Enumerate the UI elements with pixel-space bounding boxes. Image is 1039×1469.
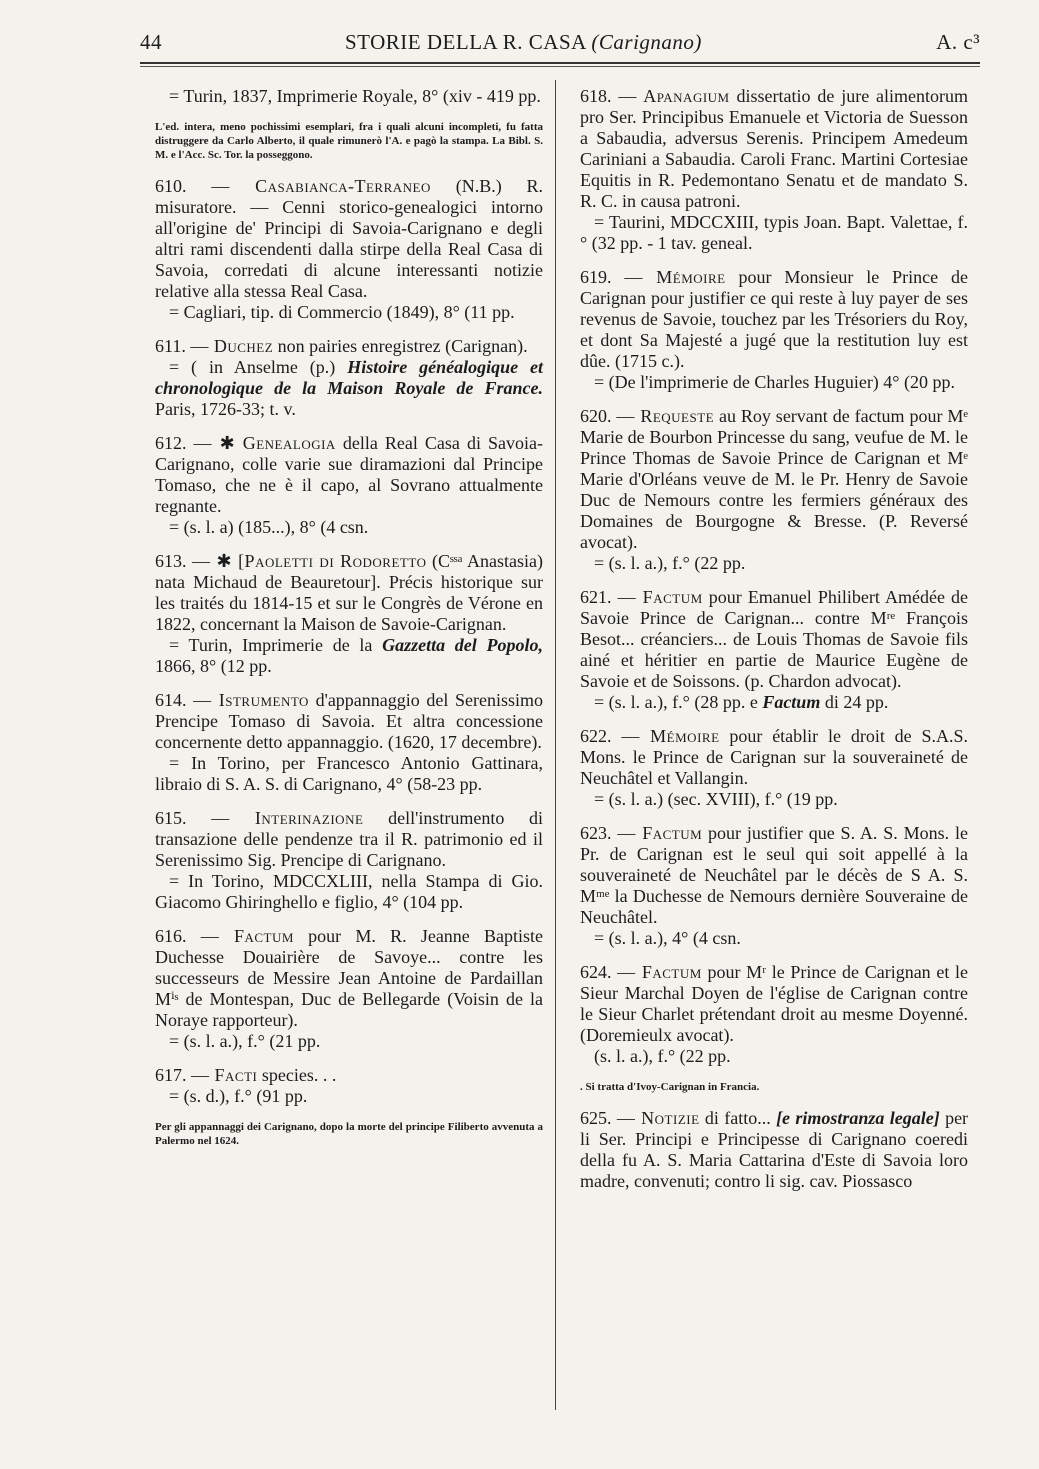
entry-615 [155, 808, 543, 913]
imprint-italic: Gazzetta del Popolo, [382, 635, 543, 655]
imprint-line: = Turin, 1837, Imprimerie Royale, 8° (xiv - 419 pp. [169, 86, 541, 106]
left-column [155, 86, 543, 1162]
entry-612 [155, 433, 543, 538]
entry-618 [580, 86, 968, 254]
header-rule-thin [140, 66, 980, 67]
imprint-pre: = Turin, Imprimerie de la [169, 635, 373, 655]
entry-614 [155, 690, 543, 795]
entry-text: (N.B.) R. misuratore. — Cenni storico-genealogici intorno all'origine de' Principi di Savoia-Carignano e degli altri rami discendenti dalla stirpe della Real Casa di Savoia, corredati di alcune interessanti notizie relative alla stessa Real Casa. [155, 176, 544, 301]
entry-text: pour Monsieur le Prince de Carignan pour justifier ce qui reste à luy payer de ses revenus de Savoie, touchez par les Trésoriers du Roy, et dont Sa Majesté a jugé que la restitution luy est dûe. (1715 c.). [580, 267, 969, 371]
entry-lead: — Factum [617, 962, 702, 982]
entry-617 [155, 1065, 543, 1107]
entry-623 [580, 823, 968, 949]
entry-lead: — Casabianca-Terraneo [211, 176, 431, 196]
running-header [140, 30, 980, 60]
imprint-post: Paris, 1726-33; t. v. [155, 399, 296, 419]
imprint-line: = (s. l. a.) (sec. XVIII), f.° (19 pp. [594, 789, 838, 809]
imprint-line: = (s. l. a.), f.° (22 pp. [594, 553, 746, 573]
entry-610 [155, 176, 543, 323]
entry-text: pour justifier que S. A. S. Mons. le Pr. de Carignan est le seul qui soit appellé à la souveraineté de Neuchâtel par le décès de S A. S. Mᵐᵉ la Duchesse de Nemours dernière Souveraine de Neuchâtel. [580, 823, 969, 927]
entry-number: 611. [155, 336, 186, 356]
entry-text: pour M. R. Jeanne Baptiste Duchesse Douairière de Savoye... contre les successeurs de Messire Jean Antoine de Pardaillan Mⁱˢ de Montespan, Duc de Bellegarde (Voisin de la Noraye rapporteur). [155, 926, 544, 1030]
entry-text: per li Ser. Principi e Principesse di Carignano coeredi della fu A. S. Maria Cattarina d'Este di Savoia loro madre, convenuti; contro li sig. cav. Piossasco [580, 1108, 969, 1191]
entry-text: pour Mʳ le Prince de Carignan et le Sieur Marchal Doyen de l'église de Carignan contre le Sieur Charlet prétendant droit au mesme Doyenné. (Doremieulx avocat). [580, 962, 968, 1045]
imprint-line: = (s. d.), f.° (91 pp. [169, 1086, 308, 1106]
entry-609-imprint [155, 86, 543, 107]
entry-text: au Roy servant de factum pour Mᵉ Marie de Bourbon Princesse du sang, veufue de M. le Prince Thomas de Savoie Prince de Carignan et Mᵉ Marie d'Orléans veuve de M. le Pr. Henry de Savoie Duc de Nemours contre les fermiers généraux des Domaines de Bourgogne & Bresse. (P. Reversé avocat). [580, 406, 968, 552]
imprint-line: = (s. l. a) (185...), 8° (4 csn. [169, 517, 369, 537]
entry-620 [580, 406, 968, 574]
entry-lead: — ✱ [Paoletti di Rodoretto [192, 551, 427, 571]
imprint-pre: = (s. l. a.), f.° (28 pp. e [594, 692, 758, 712]
entry-text: pour établir le droit de S.A.S. Mons. le Prince de Carignan sur la souveraineté de Neuchâtel et Vallangin. [580, 726, 969, 788]
imprint-post: di 24 pp. [824, 692, 889, 712]
entry-lead: — Apanagium [618, 86, 730, 106]
header-title-main: STORIE DELLA R. CASA [345, 30, 586, 54]
imprint-post: 1866, 8° (12 pp. [155, 656, 272, 676]
entry-number: 618. [580, 86, 612, 106]
imprint-italic: Histoire généalogique et chronologique de la Maison Royale de France. [155, 357, 544, 398]
entry-text: pour Emanuel Philibert Amédée de Savoie Prince de Carignan... contre Mʳᵉ François Besot... créanciers... de Louis Thomas de Savoie fils ainé et héritier en partie de Maurice Eugène de Savoie et de Soissons. (p. Chardon advocat). [580, 587, 969, 691]
entry-number: 620. [580, 406, 612, 426]
imprint-line: = (De l'imprimerie de Charles Huguier) 4° (20 pp. [594, 372, 955, 392]
entry-text-italic: [e rimostranza legale] [776, 1108, 940, 1128]
right-column [580, 86, 968, 1205]
imprint-line [155, 357, 543, 420]
entry-616 [155, 926, 543, 1052]
entry-619 [580, 267, 968, 393]
entry-number: 615. [155, 808, 187, 828]
footnote-624: . Si tratta d'Ivoy-Carignan in Francia. [580, 1081, 760, 1093]
imprint-line: = (s. l. a.), f.° (21 pp. [169, 1031, 321, 1051]
entry-number: 612. [155, 433, 187, 453]
entry-613 [155, 551, 543, 677]
entry-number: 619. [580, 267, 612, 287]
entry-lead: — Notizie [616, 1108, 700, 1128]
entry-lead: — Istrumento [193, 690, 309, 710]
imprint-line [155, 635, 543, 677]
imprint-pre: = ( in Anselme (p.) [169, 357, 336, 377]
entry-number: 614. [155, 690, 187, 710]
entry-text: species. . . [261, 1065, 337, 1085]
entry-number: 624. [580, 962, 612, 982]
entry-text: d'appannaggio del Serenissimo Prencipe Tomaso di Savoia. Et altra concessione concernente detto appannaggio. (1620, 17 decembre). [155, 690, 544, 752]
entry-number: 613. [155, 551, 187, 571]
entry-625 [580, 1108, 968, 1192]
entry-text: non pairies enregistrez (Carignan). [277, 336, 528, 356]
entry-number: 617. [155, 1065, 187, 1085]
footnote-617: Per gli appannaggi dei Carignano, dopo la morte del principe Filiberto avvenuta a Palermo nel 1624. [155, 1121, 543, 1147]
imprint-line: = In Torino, per Francesco Antonio Gattinara, libraio di S. A. S. di Carignano, 4° (58-23 pp. [155, 753, 543, 794]
entry-lead: — Mémoire [621, 726, 720, 746]
entry-text: dell'instrumento di transazione delle pendenze tra il R. patrimonio ed il Serenissimo Sig. Prencipe di Carignano. [155, 808, 544, 870]
imprint-line [580, 692, 968, 713]
header-title [345, 30, 702, 55]
header-title-italic: (Carignano) [591, 30, 702, 54]
signature-mark: A. c³ [936, 30, 980, 54]
entry-number: 623. [580, 823, 612, 843]
entry-lead: — Duchez [190, 336, 274, 356]
entry-lead: — Mémoire [624, 267, 726, 287]
entry-lead: — Factum [200, 926, 294, 946]
entry-622 [580, 726, 968, 810]
entry-number: 622. [580, 726, 612, 746]
imprint-line: = Cagliari, tip. di Commercio (1849), 8° (11 pp. [169, 302, 515, 322]
entry-number: 625. [580, 1108, 612, 1128]
header-rule [140, 62, 980, 64]
entry-lead: — Interinazione [211, 808, 364, 828]
page-number: 44 [140, 30, 162, 54]
entry-text-pre: di fatto... [704, 1108, 771, 1128]
entry-text: (Cˢˢᵃ Anastasia) nata Michaud de Beauretour]. Précis historique sur les traités du 1814-15 et sur le Congrès de Vérone en 1822, concernant la Maison de Savoie-Carignan. [155, 551, 544, 634]
imprint-line: (s. l. a.), f.° (22 pp. [594, 1046, 731, 1066]
entry-624 [580, 962, 968, 1067]
entry-number: 621. [580, 587, 612, 607]
entry-lead: — Factum [617, 823, 703, 843]
entry-lead: — Factum [617, 587, 703, 607]
entry-number: 616. [155, 926, 187, 946]
entry-611 [155, 336, 543, 420]
imprint-line: = In Torino, MDCCXLIII, nella Stampa di Gio. Giacomo Ghiringhello e figlio, 4° (104 pp. [155, 871, 543, 912]
imprint-line: = (s. l. a.), 4° (4 csn. [594, 928, 741, 948]
entry-number: 610. [155, 176, 187, 196]
entry-lead: — Facti [191, 1065, 258, 1085]
column-divider [555, 80, 556, 1410]
entry-text: dissertatio de jure alimentorum pro Ser. Principibus Emanuele et Victoria de Suesson a Sabaudia, adversus Serenis. Principem Amedeum Cariniani a Sabaudia. Caroli Franc. Martini Cortesiae Equitis in R. Pedemontano Senatu et de mandato S. R. C. in causa patroni. [580, 86, 969, 211]
entry-text: della Real Casa di Savoia-Carignano, colle varie sue diramazioni dal Principe Tomaso, che ne è il capo, al Sovrano attualmente regnante. [155, 433, 543, 516]
entry-lead: — ✱ Genealogia [193, 433, 336, 453]
entry-621 [580, 587, 968, 713]
imprint-italic: Factum [762, 692, 821, 712]
imprint-line: = Taurini, MDCCXIII, typis Joan. Bapt. Valettae, f.° (32 pp. - 1 tav. geneal. [580, 212, 968, 253]
footnote-609: L'ed. intera, meno pochissimi esemplari, fra i quali alcuni incompleti, fu fatta distruggere da Carlo Alberto, il quale rimunerò l'A. e pagò la stampa. La Bibl. S. M. e l'Acc. Sc. Tor. la posseggono. [155, 121, 543, 161]
entry-lead: — Requeste [616, 406, 715, 426]
